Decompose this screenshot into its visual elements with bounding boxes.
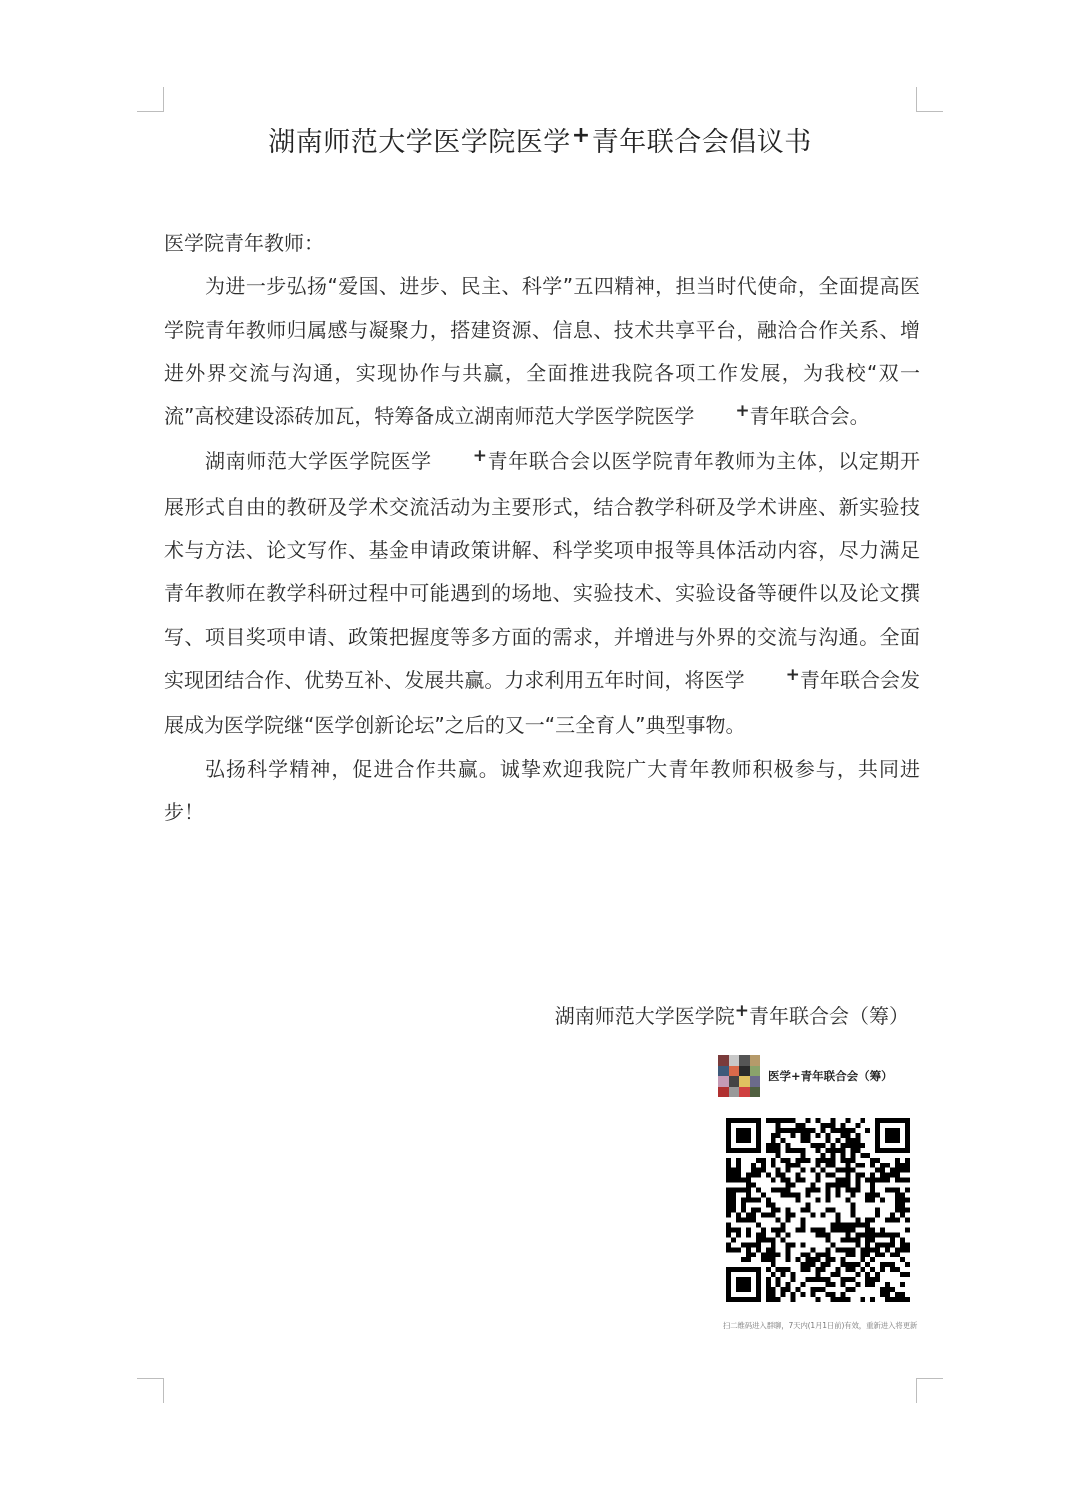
signature-plus: +: [734, 1001, 749, 1021]
crop-mark-bottom-left: [137, 1378, 164, 1403]
p1-plus: +: [735, 401, 750, 422]
p2-text-2: 青年联合会以医学院青年教师为主体，以定期开展形式自由的教研及学术交流活动为主要形式，结合教学科研及学术讲座、新实验技术与方法、论文写作、基金申请政策讲解、科学奖项申报等具体活动内容，尽力满足青年教师在教学科研过程中可能遇到的场地、实验技术、实验设备等硬件以及论文撰写、项目奖项申请、政策把握度等多方面的需求，并增进与外界的交流与沟通。全面实现团结合作、优势互补、发展共赢。力求利用五年时间，将医学: [164, 449, 921, 692]
title-prefix: 湖南师范大学医学院医学: [268, 127, 571, 158]
paragraph-3: 弘扬科学精神，促进合作共赢。诚挚欢迎我院广大青年教师积极参与，共同进步！: [164, 756, 920, 824]
p1-text-1: 为进一步弘扬“爱国、进步、民主、科学”五四精神，担当时代使命，全面提高医学院青年教师归属感与凝聚力，搭建资源、信息、技术共享平台，融洽合作关系、增进外界交流与沟通，实现协作与共赢，全面推进我院各项工作发展，为我校“双一流”高校建设添砖加瓦，特筹备成立湖南师范大学医学院医学: [164, 274, 920, 429]
p1-text-2: 青年联合会。: [749, 404, 870, 429]
wechat-group-card: [718, 1055, 918, 1097]
group-avatar-icon: [718, 1055, 760, 1097]
crop-mark-bottom-right: [916, 1378, 943, 1403]
crop-mark-top-left: [137, 87, 164, 112]
group-name: 医学+青年联合会（筹）: [768, 1069, 893, 1083]
qr-code-icon[interactable]: [726, 1118, 910, 1302]
crop-mark-top-right: [916, 87, 943, 112]
signature: [555, 1000, 909, 1029]
document-body: [164, 222, 920, 834]
paragraph-2: [164, 440, 920, 747]
paragraph-1: [164, 265, 920, 440]
p2-text-1: 湖南师范大学医学院医学: [205, 449, 432, 474]
signature-prefix: 湖南师范大学医学院: [554, 1004, 735, 1028]
document-title: [140, 120, 940, 159]
p2-plus-2: +: [785, 664, 800, 685]
title-suffix: 青年联合会倡议书: [591, 127, 812, 158]
title-plus: +: [571, 123, 591, 148]
salutation: 医学院青年教师：: [164, 231, 324, 255]
signature-suffix: 青年联合会（筹）: [749, 1004, 909, 1028]
qr-caption: 扫二维码进入群聊，7天内(1月1日前)有效，重新进入将更新: [722, 1321, 918, 1330]
p2-text-3: 青年联合会发展成为医学院继“医学创新论坛”之后的又一“三全育人”典型事物。: [164, 667, 921, 738]
p2-plus-1: +: [472, 446, 488, 467]
